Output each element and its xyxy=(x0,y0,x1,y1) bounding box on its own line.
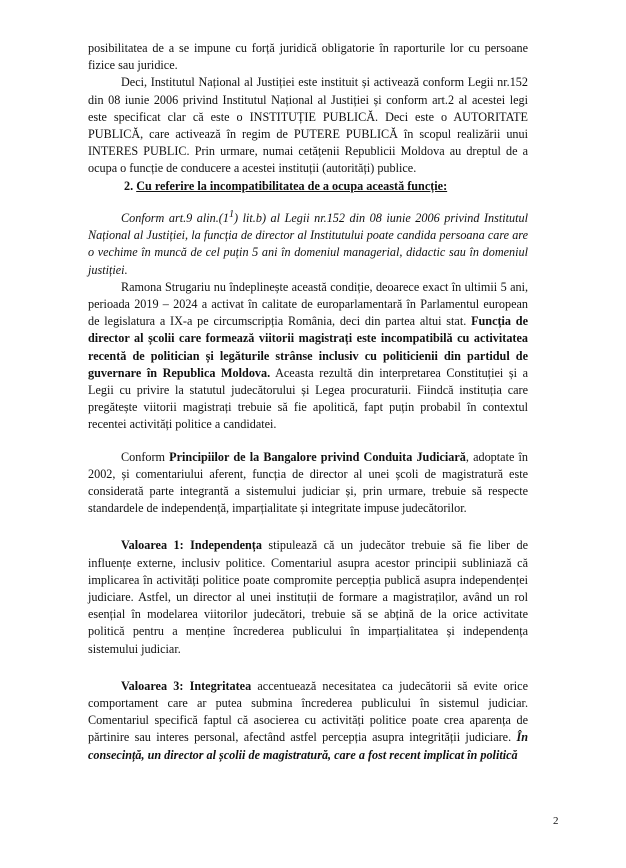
section-number: 2. xyxy=(124,178,134,193)
bangalore-text-2: , adoptate în 2002, și comentariului aferent, funcția de director al unei școli de magistratură este considerată parte integrantă a sistemului judiciar și, prin urmare, trebuie să respecte standardele de independență, imparțialitate și integritate impuse judecătorilor. xyxy=(88,449,528,516)
value-3-title: Valoarea 3: Integritatea xyxy=(121,678,252,693)
paragraph-institutie-publica: Deci, Institutul Național al Justiției este instituit și activează conform Legii nr.152 din 08 iunie 2006 privind Institutul Național al Justiției și conform art.2 al acestei legi este specificat clar că este o INSTITUȚIE PUBLICĂ. Deci este o AUTORITATE PUBLICĂ, care activează în regim de PUTERE PUBLICĂ în scopul realizării unui INTERES PUBLIC. Prin urmare, numai cetățenii Republicii Moldova au dreptul de a ocupa o funcție de conducere a acestei instituții (autorități) publice. xyxy=(88,75,528,176)
paragraph-value-3 xyxy=(88,678,528,764)
bangalore-bold-title: Principiilor de la Bangalore privind Conduita Judiciară xyxy=(169,449,466,464)
strugariu-bold-statement: Funcția de director al școlii care formează viitorii magistrați este incompatibilă cu activitatea recentă de politician și legăturile strânse inclusiv cu politicienii din partidul de guvernare în Republica Moldova. xyxy=(88,314,528,380)
strugariu-text-2: Aceasta rezultă din interpretarea Constituției și a Legii cu privire la statutul judecătorului și Legea procuraturii. Fiindcă instituția care pregătește viitorii magistrați trebuie să fie apolitică, fapt puțin probabil în contextul recentei activități politice a candidatei. xyxy=(88,365,529,432)
section-title: Cu referire la incompatibilitatea de a ocupa această funcție: xyxy=(136,178,448,193)
page-number: 2 xyxy=(553,815,559,827)
document-body xyxy=(88,40,528,764)
paragraph-bangalore xyxy=(88,449,528,518)
law-quote-start: Conform art.9 alin.(1 xyxy=(121,210,229,225)
strugariu-text-1: Ramona Strugariu nu îndeplinește această condiție, deoarece exact în ultimii 5 ani, perioada 2019 – 2024 a activat în calitate de europarlamentară în Parlamentul european de legislatura a IX-a pe circumscripția România, deci din partea altui stat. xyxy=(88,279,528,329)
law-quote xyxy=(88,206,528,279)
law-quote-superscript: 1 xyxy=(228,208,235,220)
value-1-title: Valoarea 1: Independența xyxy=(121,538,262,553)
bangalore-text-1: Conform xyxy=(121,449,166,464)
law-quote-end: ) lit.b) al Legii nr.152 din 08 iunie 2006 privind Institutul Național al Justiției, la funcția de director al Institutului poate candida persoana care are o vechime în muncă de cel puțin 5 ani în domeniul managerial, didactic sau în domeniul justiției. xyxy=(88,210,528,277)
value-3-bold-italic: În consecință, un director al școlii de magistratură, care a fost recent implicat în politică xyxy=(88,730,529,762)
value-1-text: stipulează că un judecător trebuie să fie liber de influențe externe, inclusiv politice. Comentariul asupra acestor principii subliniază că implicarea în activități politice poate compromite percepția publică asupra independenței judiciare. Astfel, un director al unei instituții de formare a magistraților, având un rol esențial în modelarea viitorilor judecători, trebuie să se abțină de la orice activitate politică pentru a menține încrederea publicului în imparțialitatea și independența sistemului judiciar. xyxy=(88,538,528,656)
paragraph-continuation: posibilitatea de a se impune cu forță juridică obligatorie în raporturile lor cu persoane fizice sau juridice. xyxy=(88,41,528,73)
paragraph-strugariu xyxy=(88,279,528,434)
section-heading xyxy=(88,178,528,195)
paragraph-value-1 xyxy=(88,537,528,657)
value-3-text: accentuează necesitatea ca judecătorii să evite orice comportament care ar putea submina încrederea publicului în sistemul judiciar. Comentariul specifică faptul că asocierea cu activități politice poate crea aparența de părtinire sau interes personal, afectând astfel percepția asupra integrității judiciare. xyxy=(88,678,528,745)
